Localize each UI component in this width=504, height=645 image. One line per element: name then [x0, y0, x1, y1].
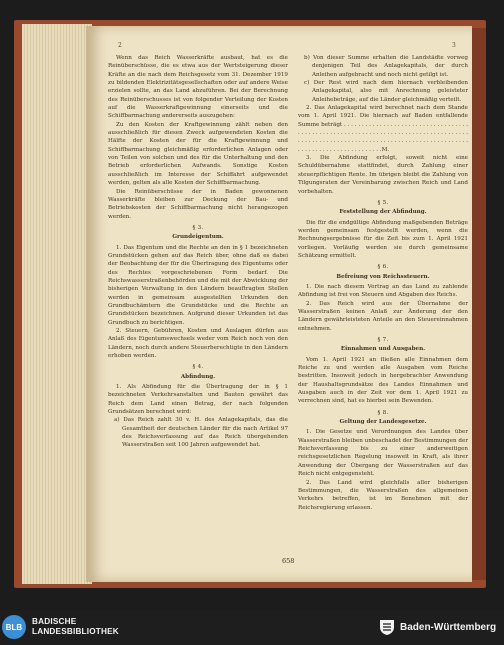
- footer-bar: [0, 610, 504, 645]
- paragraph: 1. Die nach diesem Vertrag an das Land zu zahlende Abfindung ist frei von Steuern und Abgaben des Reichs.: [298, 283, 468, 299]
- paragraph: 2. Das Anlagekapital wird berechnet nach dem Stande vom 1. April 1921. Die hiernach auf Baden entfallende Summe beträgt . . . . . . . . . . . . . . . . . . . . . . . . . . . . . . . . . . . . . . . . . . . . . . . . . . . . . . . . . . . . . . . . . . . . . . . . . . . . . . . . . . . . . . . . . . . . . . . . . . . . . . . . . . . . . . . . . . . . . . . . . . . . . . . . . . . . . . . . . . . . . . . . . . . . . . . . . . .M.: [298, 105, 468, 153]
- column-number-left: 2: [118, 42, 122, 49]
- section-number: § 7.: [377, 337, 389, 343]
- section-title: Einnahmen und Ausgaben.: [340, 346, 426, 353]
- paragraph: Die Reinüberschüsse der in Baden gewonnenen Wasserkräfte bleiben zur Deckung der Bau- und Betriebskosten der Schiffbarmachung nicht herangezogen werden.: [108, 188, 288, 220]
- paragraph: 3. Die Abfindung erfolgt, soweit nicht eine Schuldübernahme stattfindet, durch Zahlung einer steuerpflichtigen Rente. Im übrigen bleibt die Zahlung von Tilgungsraten der Vereinbarung zwischen Reich und Land vorbehalten.: [298, 155, 468, 195]
- paragraph: Vom 1. April 1921 an fließen alle Einnahmen dem Reiche zu und werden alle Ausgaben vom Reiche bestritten. Insoweit jedoch in hergebrachter Anwendung der Haushaltsgrundsätze des Landes Einnahmen und Ausgaben auch in der Zeit vor dem 1. April 1921 zu verrechnen sind, hat es hierbei sein Bewenden.: [298, 356, 468, 405]
- section-title: Befreiung von Reichssteuern.: [336, 273, 430, 280]
- paragraph: 2. Das Land wird gleichfalls aller bisherigen Bestimmungen, die Wasserstraßen des allgemeinen Verkehrs betreffen, ist im Benehmen mit der Reichsregierung erlassen.: [298, 479, 468, 511]
- blb-wordmark[interactable]: [32, 617, 119, 637]
- bw-wordmark[interactable]: Baden-Württemberg: [400, 622, 497, 633]
- paragraph: Wenn das Reich Wasserkräfte ausbaut, hat es die Reinüberschüsse, die es etwa aus der Wertsteigerung dieser Kräfte an die nach dem Reichsgesetz vom 31. Dezember 1919 zu bildenden Elektrizitätsgesellschaften oder auf andere Weise erzielen sollte, an das Land abzuführen. Bei der Berechnung des Reinüberschusses ist von folgender Verteilung der Kosten auf die Wasserkraftgewinnung einerseits und die Schiffbarmachung andererseits auszugehen:: [108, 55, 288, 120]
- paragraph: 1. Die Gesetze und Verordnungen des Landes über Wasserstraßen bleiben unbeschadet der Bestimmungen der Reichsverfassung bis zu einer anderweitigen reichsgesetzlichen Regelung insoweit in Kraft, als ihrer Anwendung der Übergang der Wasserstraßen auf das Reich nicht entgegensteht.: [298, 429, 468, 478]
- paragraph: Die für die endgültige Abfindung maßgebenden Beträge werden gemeinsam festgestellt werden, wenn die Rechnungsergebnisse für die Zeit bis zum 1. April 1921 vorliegen. Vorläufig werden sie durch gemeinsame Schätzung ermittelt.: [298, 219, 468, 259]
- paragraph: 1. Das Eigentum und die Rechte an den in § 1 bezeichneten Grundstücken gehen auf das Reich über, ohne daß es dabei der Beobachtung der für die Übertragung des Eigentums oder des Rechtes vorgeschriebenen Form bedarf. Die Reichswasserstraßenbehörden und die mit der Abwicklung der bisherigen Verwaltung in den Ländern beauftragten Stellen werden in gemeinsam ausgestellten Urkunden den Grundbuchämtern die Grundstücke und die Rechte an Grundstücken bezeichnen. Aufgrund dieser Urkunden ist das Grundbuch zu berichtigen.: [108, 244, 288, 326]
- text-column-left: [108, 54, 288, 450]
- blb-logo-icon[interactable]: BLB: [2, 615, 26, 639]
- paragraph: 2. Steuern, Gebühren, Kosten und Auslagen dürfen aus Anlaß des Eigentumswechsels weder vom Reich noch von den Ländern, noch durch andere Steuerberechtigte in den Ländern erhoben werden.: [108, 328, 288, 360]
- section-number: § 8.: [377, 409, 389, 416]
- section-number: § 6.: [377, 264, 389, 271]
- list-item: b) Von dieser Summe erhalten die Landstädte vorweg denjenigen Teil des Anlagekapitals, der durch Anleihen aufgebracht und noch nicht getilgt ist.: [304, 55, 468, 78]
- blb-line-1: BADISCHE: [32, 617, 77, 626]
- cover-edge-right: [472, 28, 486, 580]
- section-title: Geltung der Landesgesetze.: [339, 419, 427, 426]
- list-item: a) Das Reich zahlt 30 v. H. des Anlagekapitals, das die Gesamtheit der deutschen Länder für die nach Artikel 97 des Reichsverfassung auf das Reich übergehenden Wasserstraßen seit 100 Jahren aufgewendet hat.: [114, 417, 288, 449]
- paragraph: 1. Als Abfindung für die Übertragung der in § 1 bezeichneten Verkehrsanstalten und Bauten gewährt das Reich dem Land einen Betrag, der nach folgenden Grundsätzen berechnet wird:: [108, 384, 288, 416]
- bw-crest-icon: [378, 618, 396, 636]
- list-item: c) Der Rest wird nach dem hiernach verbleibenden Anlagekapital, also mit Anrechnung geleisteter Anleihebeträge, auf die Länder gleichmäßig verteilt.: [304, 80, 468, 103]
- section-title: Feststellung der Abfindung.: [339, 209, 427, 216]
- text-column-right: [298, 54, 468, 512]
- column-number-right: 3: [452, 42, 456, 49]
- paragraph: Zu den Kosten der Kraftgewinnung zählt neben den ausschließlich für diesen Zweck aufgewendeten Kosten die Hälfte der Kosten der für die Kraftgewinnung und Schiffbarmachung gleichmäßig erforderlichen Anlagen oder von Teilen von solchen und des für die Unterhaltung und den Betrieb erforderlichen Aufwands. Sonstige Kosten ausschließlich im Interesse der Schiffahrt aufgewendet werden, gelten als alle Kosten der Schiffbarmachung.: [108, 121, 288, 187]
- page-number: 658: [282, 557, 295, 565]
- section-title: Abfindung.: [180, 373, 216, 380]
- section-number: § 5.: [377, 199, 389, 206]
- blb-line-2: LANDESBIBLIOTHEK: [32, 627, 119, 636]
- section-title: Grundeigentum.: [172, 234, 224, 241]
- paragraph: 2. Das Reich wird aus der Übernahme der Wasserstraßen keinen Anlaß zur Änderung der den Ländern gewährleisteten Anteile an den Steuereinnahmen entnehmen.: [298, 300, 468, 332]
- page-stack-edge: [22, 24, 92, 584]
- section-number: § 4.: [192, 364, 204, 371]
- section-number: § 3.: [192, 224, 204, 231]
